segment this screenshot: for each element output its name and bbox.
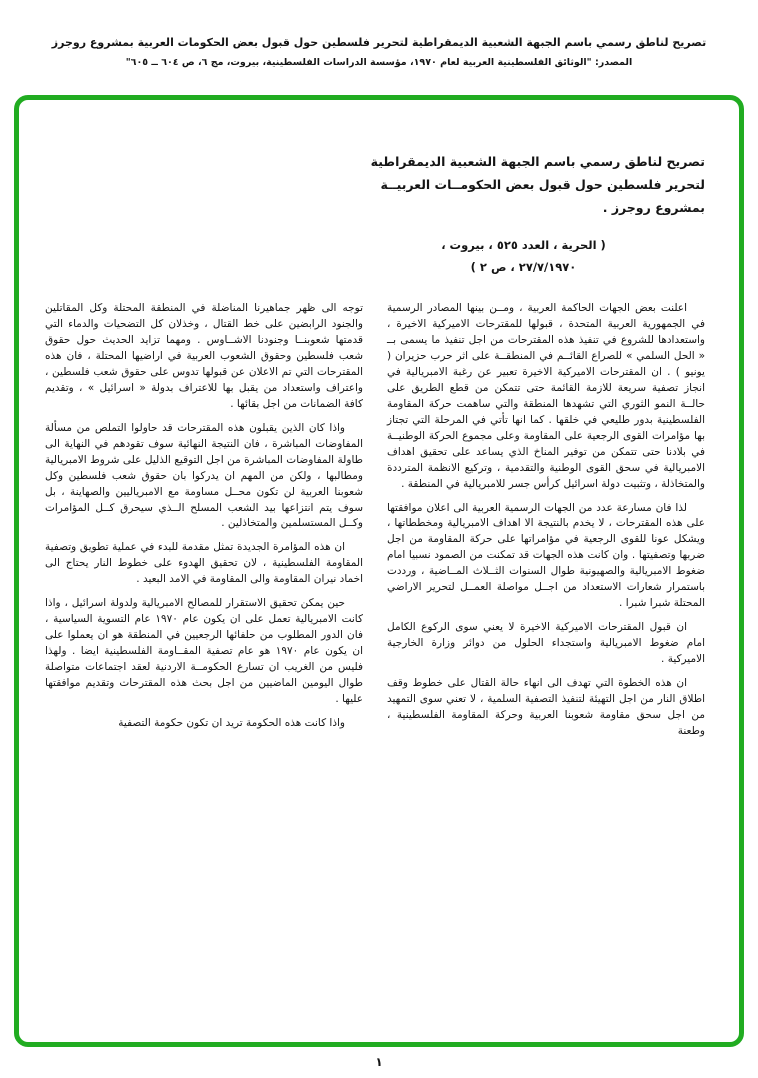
column-left [45,301,363,748]
document-title [342,150,705,219]
document-title-line: بمشروع روجرز . [602,200,705,216]
document-title-line: تصريح لناطق رسمي باسم الجبهة الشعبية الديمقراطية [370,154,705,169]
paragraph: حين يمكن تحقيق الاستقرار للمصالح الامبريالية ولدولة اسرائيل ، واذا كانت الامبريالية تعمل على ان يكون عام ١٩٧٠ عام التسوية السياسية ، فان الدور المطلوب من حلفائها الرجعيين في المنطقة هو ان يعملوا على ان يكون عام ١٩٧٠ هو عام تصفية المقــاومة الفلسطينية ايضا . ولهذا فليس من الغريب ان تسارع الحكومــة الاردنية لعقد اجتماعات متواصلة طوال اليومين الماضيين من اجل بحث هذه المقترحات وتقديم موافقتها عليها . [45,597,363,705]
citation-line: ٢٧/٧/١٩٧٠ ، ص ٢ ) [470,260,577,275]
paragraph: واذا كانت هذه الحكومة تريد ان تكون حكومة التصفية [118,716,345,729]
paragraph: اعلنت بعض الجهات الحاكمة العربية ، ومــن بينها المصادر الرسمية في الجمهورية العربية المتحدة ، قبولها للمقترحات الاميركية الاخيرة ، واستعدادها للشروع في تنفيذ هذه المقترحات من اجل تنفيذ ما يسمى بــ « الحل السلمي » للصراع القائــم في المنطقــة على اثر حرب حزيران ( يونيو ) . ان المقترحات الاميركية الاخيرة تعبير عن رغبة الامبريالية في انجاز تصفية سريعة للازمة القائمة حتى تتمكن من قطع الطريق على حالــة النمو الثوري التي تشهدها المنطقة والتي ساهمت حركة المقاومة الفلسطينية بدور طليعي في خلقها . كما انها تأتي في المرحلة التي تجتاز بها مؤامرات القوى الرجعية على المقاومة وعلى مجموع الحركة الوطنيــة في بلادنا حتى تتمكن من توفير المناخ الذي يساعد على تحقيق اهداف الامبريالية في سحق القوى الوطنية والتقدمية ، وتركيع الانظمة المترددة والمتخاذلة ، وتثبيت دولة اسرائيل كرأس جسر للامبريالية في المنطقة . [387,302,705,490]
text-columns [45,301,705,748]
document-title-line: لتحرير فلسطين حول قبول بعض الحكومــات العربيــة [380,177,705,193]
paragraph: ان هذه الخطوة التي تهدف الى انهاء حالة القتال على خطوط وقف اطلاق النار من اجل التهيئة لتنفيذ التصفية السلمية ، لا تعني سوى التمهيد من اجل سحق مقاومة شعوبنا العربية وحركة المقاومة الفلسطينية ، وطعنة [387,677,705,737]
document-body [19,100,739,764]
paragraph: واذا كان الذين يقبلون هذه المقترحات قد حاولوا التملص من مسألة المفاوضات المباشرة ، فان النتيجة النهائية سوف تقودهم في النهاية الى طاولة المفاوضات المباشرة من اجل التوقيع الذليل على شروط الامبريالية ومطالبها ، ولكن من المهم ان يدركوا بان حقوق شعب فلسطين وكل شعوبنا العربية لن تكون محــل مساومة مع الامبرياليين والصهاينة ، بل سوف يتم انتزاعها بيد الشعب المسلح الــذي سيحرق كــل المؤامرات وكــل المستسلمين والمتخاذلين . [45,421,363,530]
header-note [0,0,758,68]
header-source: المصدر: "الوثائق الفلسطينية العربية لعام ١٩٧٠، مؤسسة الدراسات الفلسطينية، بيروت، مج ٦، ص ٦٠٤ ــ ٦٠٥" [125,57,633,68]
column-right [387,301,705,748]
paragraph: لذا فان مسارعة عدد من الجهات الرسمية العربية الى اعلان موافقتها على هذه المقترحات ، لا يخدم بالنتيجة الا اهداف الامبريالية ومخططاتها ، ويشكل عونا للقوى الرجعية في مؤامراتها على حركة المقاومة من اجل ضربها وتصفيتها . وان كانت هذه الجهات قد تمكنت من الصمود نسبيا امام ضغوط الامبريالية والصهيونية طوال السنوات الثــلاث المــاضية ، ورددت باستمرار شعارات الاستعداد من اجــل مواصلة العمــل لتحرير الاراضي المحتلة شبرا شبرا . [387,501,705,610]
citation [342,235,705,279]
document-frame [14,95,744,1047]
citation-line: ( الحرية ، العدد ٥٢٥ ، بيروت ، [441,238,606,253]
header-title: تصريح لناطق رسمي باسم الجبهة الشعبية الديمقراطية لتحرير فلسطين حول قبول بعض الحكومات العربية بمشروع روجرز [51,36,707,49]
paragraph: توجه الى ظهر جماهيرنا المناضلة في المنطقة المحتلة وكل المقاتلين والجنود الرابضين على خط القتال ، وخذلان كل التضحيات والدماء التي قدمتها شعوبنــا وجنودنا الاشــاوس . ومهما تزايد الحديث حول حقوق شعب فلسطين وحقوق الشعوب العربية في اراضيها المحتلة ، فان هذه المقترحات التي تم الاعلان عن قبولها تدوس على حقوق شعب فلسطين ، واعتراف واستعداد من يقبل بها للاعتراف بدولة « اسرائيل » ، وتقديم كافة الضمانات من اجل بقائها . [45,302,363,410]
paragraph: ان قبول المقترحات الاميركية الاخيرة لا يعني سوى الركوع الكامل امام ضغوط الامبريالية واستجداء الحلول من دوائر وزارة الخارجية الاميركية . [387,621,705,666]
paragraph: ان هذه المؤامرة الجديدة تمثل مقدمة للبدء في عملية تطويق وتصفية المقاومة الفلسطينية ، لان تحقيق الهدوء على خطوط النار يحتاج الى اخماد نيران المقاومة والى المقاومة في الامد البعيد . [45,541,363,586]
page-number: ١ [375,1055,383,1069]
